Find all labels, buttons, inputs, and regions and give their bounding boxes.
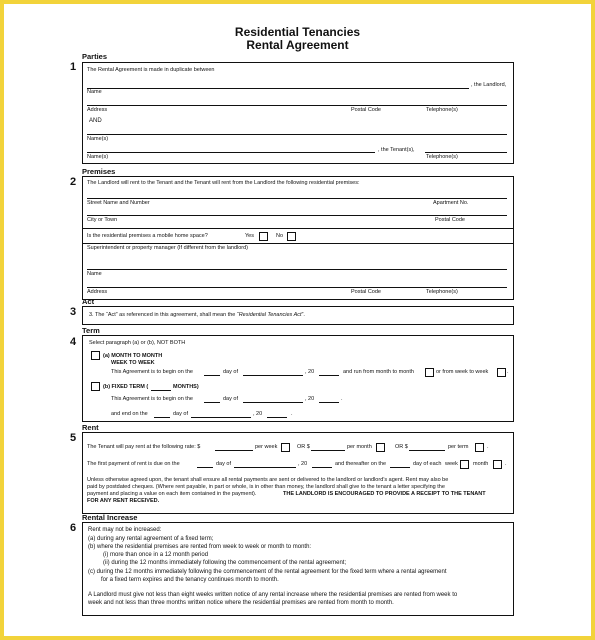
premises-heading: Premises	[82, 167, 116, 176]
increase-line-6: (c) during the 12 months immediately following the commencement of the rental agreement for the fixed term where a rental agreement	[88, 569, 447, 575]
section-2-number: 2	[70, 176, 77, 188]
end-month-field[interactable]	[191, 417, 251, 418]
super-name-label: Name	[87, 271, 102, 277]
end-year-label: , 20	[253, 411, 263, 417]
b-dayof-label: day of	[223, 396, 238, 402]
end-day-field[interactable]	[154, 417, 170, 418]
thereafter-day-field[interactable]	[390, 467, 410, 468]
rent-paragraph-line-1: Unless otherwise agreed upon, the tenant shall ensure all rental payments are sent or delivered to the landlord or landlord’s agent. Rent may also be	[87, 477, 449, 483]
end-year-field[interactable]	[267, 417, 287, 418]
per-month-label: per month	[347, 444, 372, 450]
first-payment-year-field[interactable]	[312, 467, 332, 468]
first-payment-month-field[interactable]	[234, 467, 296, 468]
mobile-home-question: Is the residential premises a mobile home space?	[87, 233, 208, 239]
first-payment-period: .	[505, 461, 507, 467]
tenant-names-label-1: Name(s)	[87, 136, 109, 142]
receipt-notice-2: FOR ANY RENT RECEIVED.	[87, 498, 160, 504]
increase-line-4: (i) more than once in a 12 month period	[103, 552, 209, 558]
section-1-number: 1	[70, 61, 77, 73]
form-title: Residential Tenancies	[234, 25, 361, 39]
tenant-suffix: , the Tenant(s),	[378, 147, 415, 153]
a-year-field[interactable]	[319, 375, 339, 376]
premises-box	[82, 176, 514, 300]
rent-rate-period: .	[487, 444, 489, 450]
super-address-label: Address	[87, 289, 108, 295]
increase-line-9: week and not less than three months written notice where the residential premises are rented from month to month.	[88, 600, 394, 606]
section-6-number: 6	[70, 522, 77, 534]
yes-label: Yes	[245, 233, 254, 239]
per-week-checkbox[interactable]	[281, 443, 290, 452]
act-heading: Act	[82, 297, 95, 306]
per-term-checkbox[interactable]	[475, 443, 484, 452]
first-payment-label: The first payment of rent is due on the	[87, 461, 180, 467]
increase-line-7: for a fixed term expires and the tenancy continues month to month.	[101, 577, 279, 583]
end-period: .	[291, 411, 293, 417]
section-4-number: 4	[70, 336, 77, 348]
term-box	[82, 335, 514, 422]
b-begin-year-field[interactable]	[319, 402, 339, 403]
landlord-postal-label: Postal Code	[351, 107, 381, 113]
increase-heading: Rental Increase	[82, 513, 138, 522]
b-begin-period: .	[341, 396, 343, 402]
premises-divider-1	[83, 228, 513, 229]
week-to-week-checkbox[interactable]	[497, 368, 506, 377]
tenant-names-field-1[interactable]	[87, 134, 507, 135]
option-b-label: (b) FIXED TERM (	[103, 384, 149, 390]
increase-line-1: Rent may not be increased:	[88, 527, 162, 533]
term-select-instruction: Select paragraph (a) or (b), NOT BOTH	[89, 340, 186, 346]
a-begin-label: This Agreement is to begin on the	[111, 369, 193, 375]
super-postal-label: Postal Code	[351, 289, 381, 295]
per-week-label: per week	[255, 444, 278, 450]
month-label: month	[473, 461, 489, 467]
each-month-checkbox[interactable]	[493, 460, 502, 469]
rate-month-field[interactable]	[311, 450, 345, 451]
premises-postal-label: Postal Code	[435, 217, 465, 223]
landlord-phone-label: Telephone(s)	[426, 107, 458, 113]
parties-box	[82, 62, 514, 164]
increase-line-2: (a) during any rental agreement of a fixed term;	[88, 536, 214, 542]
increase-line-8: A Landlord must give not less than eight weeks written notice of any rental increase where the residential premises are rented from week to	[88, 592, 458, 598]
city-field[interactable]	[87, 215, 507, 216]
act-box	[82, 306, 514, 325]
end-on-label: and end on the	[111, 411, 148, 417]
section-3-number: 3	[70, 306, 77, 318]
or-1-label: OR $	[297, 444, 310, 450]
no-checkbox[interactable]	[287, 232, 296, 241]
fixed-months-field[interactable]	[151, 390, 171, 391]
tenant-phone-field[interactable]	[425, 152, 507, 153]
b-begin-month-field[interactable]	[243, 402, 303, 403]
tenant-names-field-2[interactable]	[87, 152, 375, 153]
option-a-label: (a) MONTH TO MONTH	[103, 353, 163, 359]
per-month-checkbox[interactable]	[376, 443, 385, 452]
rent-box	[82, 432, 514, 514]
b-year-label: , 20	[305, 396, 315, 402]
superintendent-label: Superintendent or property manager (If different from the landlord)	[87, 245, 249, 251]
receipt-notice: THE LANDLORD IS ENCOURAGED TO PROVIDE A RECEIPT TO THE TENANT	[283, 491, 486, 497]
landlord-name-field[interactable]	[87, 88, 469, 89]
landlord-address-label: Address	[87, 107, 108, 113]
a-dayof-label: day of	[223, 369, 238, 375]
option-a-checkbox[interactable]	[91, 351, 100, 360]
each-week-checkbox[interactable]	[460, 460, 469, 469]
section-5-number: 5	[70, 432, 77, 444]
super-name-field[interactable]	[87, 269, 507, 270]
week-to-week-label: or from week to week	[436, 369, 489, 375]
increase-line-3: (b) where the residential premises are rented from week to week or month to month:	[88, 544, 312, 550]
act-text: 3. The “Act” as referenced in this agreement, shall mean the “Residential Tenancies Act”.	[89, 312, 305, 318]
landlord-name-label: Name	[87, 89, 102, 95]
tenant-names-label-2: Name(s)	[87, 154, 109, 160]
landlord-address-field[interactable]	[87, 105, 507, 106]
landlord-suffix: , the Landlord,	[471, 82, 507, 88]
per-term-label: per term	[448, 444, 469, 450]
thereafter-label: and thereafter on the	[335, 461, 387, 467]
premises-divider-2	[83, 243, 513, 244]
or-2-label: OR $	[395, 444, 408, 450]
rental-agreement-page	[4, 4, 591, 636]
a-year-label: , 20	[305, 369, 315, 375]
parties-heading: Parties	[82, 52, 108, 61]
street-field[interactable]	[87, 198, 507, 199]
run-month-label: and run from month to month	[343, 369, 414, 375]
option-b-checkbox[interactable]	[91, 382, 100, 391]
super-address-field[interactable]	[87, 287, 507, 288]
rent-paragraph-line-2: paid by postdated cheques. (Where rent payable, in part or whole, is in other than money, the landlord shall give to the tenant a letter specifying the	[87, 484, 445, 490]
rent-dayof-label: day of	[216, 461, 231, 467]
a-period: .	[507, 369, 509, 375]
rent-heading: Rent	[82, 423, 99, 432]
premises-intro: The Landlord will rent to the Tenant and the Tenant will rent from the Landlord the following residential premises:	[87, 180, 360, 186]
term-heading: Term	[82, 326, 100, 335]
tenant-phone-label: Telephone(s)	[426, 154, 458, 160]
street-label: Street Name and Number	[87, 200, 150, 206]
and-label: AND	[89, 118, 102, 124]
rate-term-field[interactable]	[409, 450, 445, 451]
rent-paragraph-line-3: payment and placing a value on each item contained in the payment).	[87, 491, 257, 497]
a-begin-day-field[interactable]	[204, 375, 220, 376]
option-b-months-label: MONTHS)	[173, 384, 199, 390]
of-each-label: day of each	[413, 461, 442, 467]
rate-week-field[interactable]	[215, 450, 253, 451]
week-label: week	[445, 461, 458, 467]
increase-line-5: (ii) during the 12 months immediately following the commencement of the rental agreement;	[103, 560, 347, 566]
option-a-label-2: WEEK TO WEEK	[111, 360, 155, 366]
b-begin-day-field[interactable]	[204, 402, 220, 403]
parties-intro: The Rental Agreement is made in duplicate between	[87, 67, 215, 73]
form-subtitle: Rental Agreement	[246, 38, 349, 52]
yes-checkbox[interactable]	[259, 232, 268, 241]
rent-rate-label: The Tenant will pay rent at the following rate: $	[87, 444, 201, 450]
first-payment-day-field[interactable]	[197, 467, 213, 468]
b-begin-label: This Agreement is to begin on the	[111, 396, 193, 402]
city-label: City or Town	[87, 217, 118, 223]
month-to-month-checkbox[interactable]	[425, 368, 434, 377]
a-begin-month-field[interactable]	[243, 375, 303, 376]
end-dayof-label: day of	[173, 411, 188, 417]
no-label: No	[276, 233, 284, 239]
super-phone-label: Telephone(s)	[426, 289, 458, 295]
apartment-label: Apartment No.	[433, 200, 469, 206]
increase-box	[82, 522, 514, 616]
rent-year-label: , 20	[298, 461, 308, 467]
